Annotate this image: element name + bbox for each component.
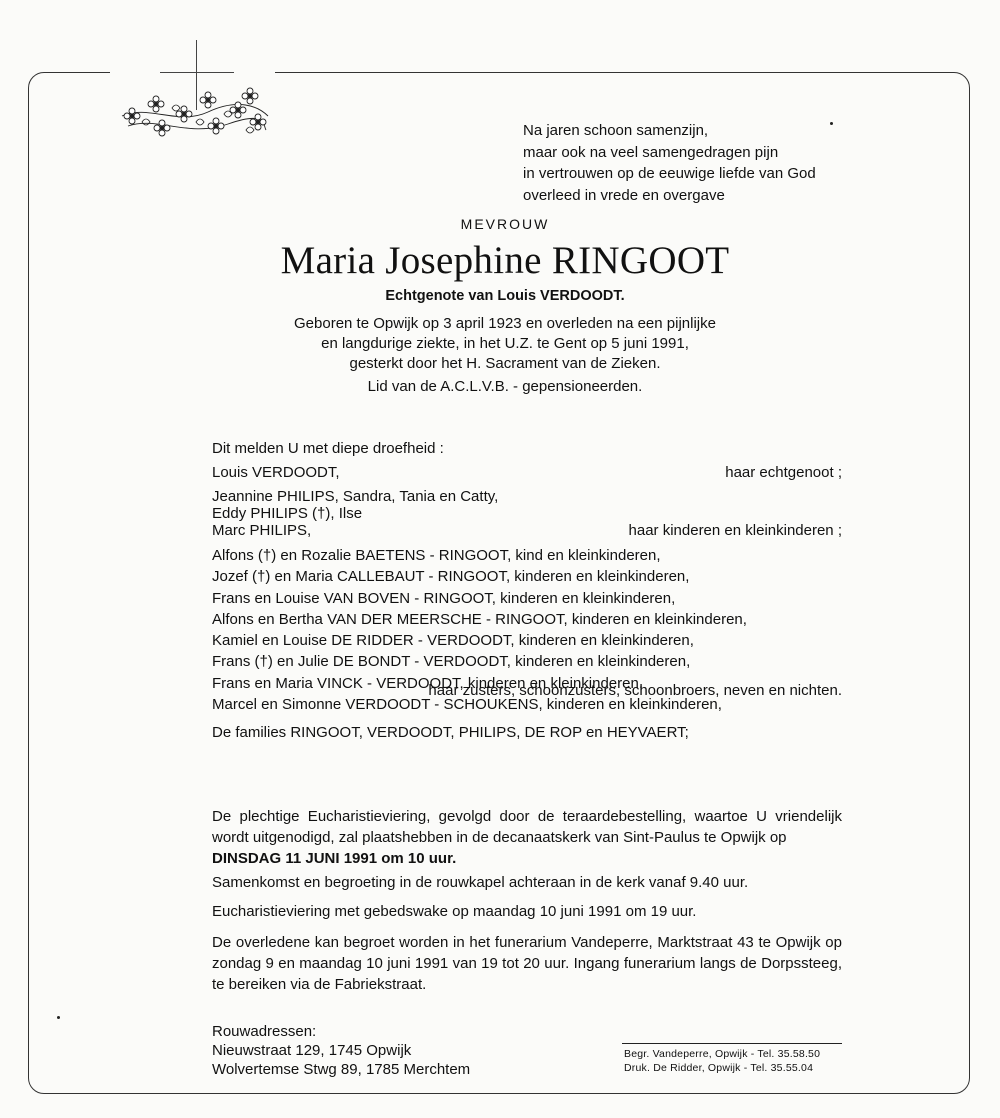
printer-line: Begr. Vandeperre, Opwijk - Tel. 35.58.50 xyxy=(624,1048,821,1060)
flower-garland-icon xyxy=(118,86,270,144)
poem-line: overleed in vrede en overgave xyxy=(523,186,725,204)
poem-line: Na jaren schoon samenzijn, xyxy=(523,122,709,139)
bio-line: gesterkt door het H. Sacrament van de Zieken. xyxy=(349,355,661,372)
relative-line: Jozef (†) en Maria CALLEBAUT - RINGOOT, kinderen en kleinkinderen, xyxy=(212,568,690,586)
address-line: Wolvertemse Stwg 89, 1785 Merchtem xyxy=(212,1061,471,1078)
families-line: De families RINGOOT, VERDOODT, PHILIPS, DE ROP en HEYVAERT; xyxy=(212,724,689,741)
child-line: Eddy PHILIPS (†), Ilse xyxy=(212,505,363,522)
vigil-line: Eucharistieviering met gebedswake op maandag 10 juni 1991 om 19 uur. xyxy=(212,903,697,920)
title-prefix: MEVROUW xyxy=(460,216,550,232)
bio-line: en langdurige ziekte, in het U.Z. te Gent op 5 juni 1991, xyxy=(321,335,689,352)
husband-role: haar echtgenoot ; xyxy=(725,464,842,481)
relative-line: Kamiel en Louise DE RIDDER - VERDOODT, kinderen en kleinkinderen, xyxy=(212,632,694,650)
printer-credits xyxy=(624,1047,820,1075)
membership: Lid van de A.C.L.V.B. - gepensioneerden. xyxy=(367,378,643,395)
child-line: Jeannine PHILIPS, Sandra, Tania en Catty, xyxy=(212,488,499,505)
relative-line: Frans en Maria VINCK - VERDOODT, kinderen en kleinkinderen, xyxy=(212,674,644,692)
cross-icon-horizontal xyxy=(160,72,234,73)
relative-line: Alfons (†) en Rozalie BAETENS - RINGOOT, kind en kleinkinderen, xyxy=(212,547,661,564)
relatives-role: haar zusters, schoonzusters, schoonbroers, neven en nichten. xyxy=(428,682,842,699)
viewing-paragraph: De overledene kan begroet worden in het funerarium Vandeperre, Marktstraat 43 te Opwijk op zondag 9 en maandag 10 juni 1991 van 19 tot 20 uur. Ingang funerarium langs de Dorpssteeg, te bereiken via de Fabriekstraat. xyxy=(212,934,842,993)
deceased-name: Maria Josephine RINGOOT xyxy=(280,239,730,282)
poem-line: in vertrouwen op de eeuwige liefde van God xyxy=(523,165,816,182)
bio-line: Geboren te Opwijk op 3 april 1923 en overleden na een pijnlijke xyxy=(294,315,716,332)
printer-line: Druk. De Ridder, Opwijk - Tel. 35.55.04 xyxy=(624,1062,814,1074)
relative-line: Frans en Louise VAN BOVEN - RINGOOT, kinderen en kleinkinderen, xyxy=(212,589,676,607)
relative-line: Marcel en Simonne VERDOODT - SCHOUKENS, kinderen en kleinkinderen, xyxy=(212,696,722,714)
child-line: Marc PHILIPS, xyxy=(212,522,312,539)
gathering-line: Samenkomst en begroeting in de rouwkapel achteraan in de kerk vanaf 9.40 uur. xyxy=(212,874,749,891)
address-line: Nieuwstraat 129, 1745 Opwijk xyxy=(212,1042,412,1059)
announcement-intro: Dit melden U met diepe droefheid : xyxy=(212,440,444,457)
relative-line: Frans (†) en Julie DE BONDT - VERDOODT, kinderen en kleinkinderen, xyxy=(212,653,691,671)
children-role: haar kinderen en kleinkinderen ; xyxy=(628,522,842,539)
printer-divider xyxy=(622,1043,842,1044)
husband-name: Louis VERDOODT, xyxy=(212,464,340,481)
speck xyxy=(57,1016,60,1019)
biography xyxy=(230,314,780,374)
service-paragraph xyxy=(212,806,842,869)
service-date: DINSDAG 11 JUNI 1991 om 10 uur. xyxy=(212,850,457,867)
spouse-line: Echtgenote van Louis VERDOODT. xyxy=(385,288,625,304)
relative-line: Alfons en Bertha VAN DER MEERSCHE - RINGOOT, kinderen en kleinkinderen, xyxy=(212,610,747,628)
addresses-label: Rouwadressen: xyxy=(212,1023,317,1040)
poem xyxy=(523,120,816,206)
speck xyxy=(830,122,833,125)
poem-line: maar ook na veel samengedragen pijn xyxy=(523,143,779,161)
service-intro: De plechtige Eucharistieviering, gevolgd door de teraardebestelling, waartoe U vriendelijk wordt uitgenodigd, zal plaatshebben in de decanaatskerk van Sint-Paulus te Opwijk op xyxy=(212,808,842,846)
